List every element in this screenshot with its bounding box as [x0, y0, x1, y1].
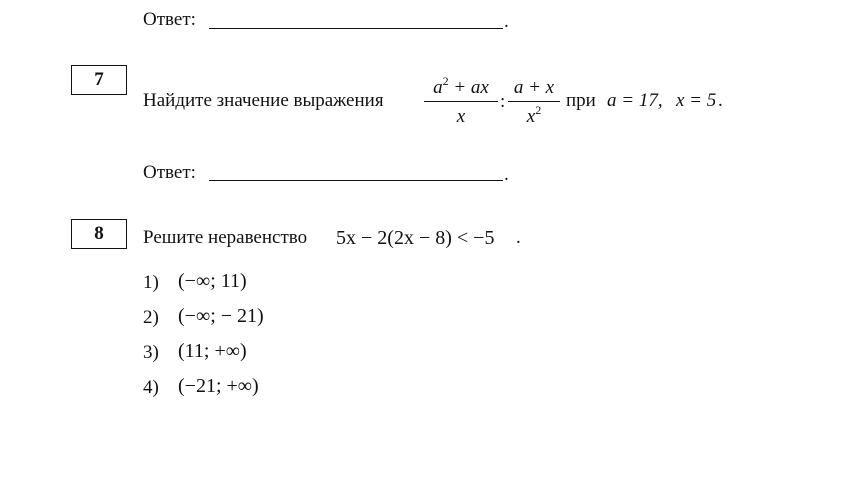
task8-inequality: 5x − 2(2x − 8) < −5: [336, 227, 495, 249]
answer-field-task7[interactable]: [209, 180, 503, 181]
task7-when-word: при: [566, 90, 596, 111]
fraction-1-bar: [424, 101, 498, 102]
task8-end-dot: .: [516, 227, 521, 248]
task7-fraction-1: [424, 74, 498, 127]
answer-end-task6: .: [504, 11, 509, 32]
option-1-value[interactable]: (−∞; 11): [178, 270, 247, 292]
task-number-8: 8: [71, 219, 127, 249]
fraction-1-denominator: x: [456, 106, 466, 127]
answer-label-task7: Ответ:: [143, 162, 196, 183]
fraction-2-numerator: a + x: [513, 77, 555, 98]
task7-condition-x: x = 5: [676, 90, 717, 111]
option-2-value[interactable]: (−∞; − 21): [178, 305, 264, 327]
answer-label-task6: Ответ:: [143, 9, 196, 30]
option-3-value[interactable]: (11; +∞): [178, 340, 247, 362]
fraction-2-denominator: $x^2$: [526, 103, 542, 127]
answer-field-task6[interactable]: [209, 28, 503, 29]
task7-condition-a: a = 17,: [607, 90, 663, 111]
task-number-7: 7: [71, 65, 127, 95]
fraction-2-bar: [508, 101, 560, 102]
option-3-label: 3): [143, 342, 159, 363]
task7-prompt: Найдите значение выражения: [143, 90, 384, 111]
task7-fraction-2: [508, 78, 560, 126]
division-sign: :: [500, 91, 506, 112]
option-4-value[interactable]: (−21; +∞): [178, 375, 259, 397]
option-4-label: 4): [143, 377, 159, 398]
task7-end-dot: .: [718, 90, 723, 111]
answer-end-task7: .: [504, 164, 509, 185]
fraction-1-numerator: $a^2$ + ax: [433, 74, 489, 98]
option-1-label: 1): [143, 272, 159, 293]
task8-prompt: Решите неравенство: [143, 227, 308, 248]
option-2-label: 2): [143, 307, 159, 328]
